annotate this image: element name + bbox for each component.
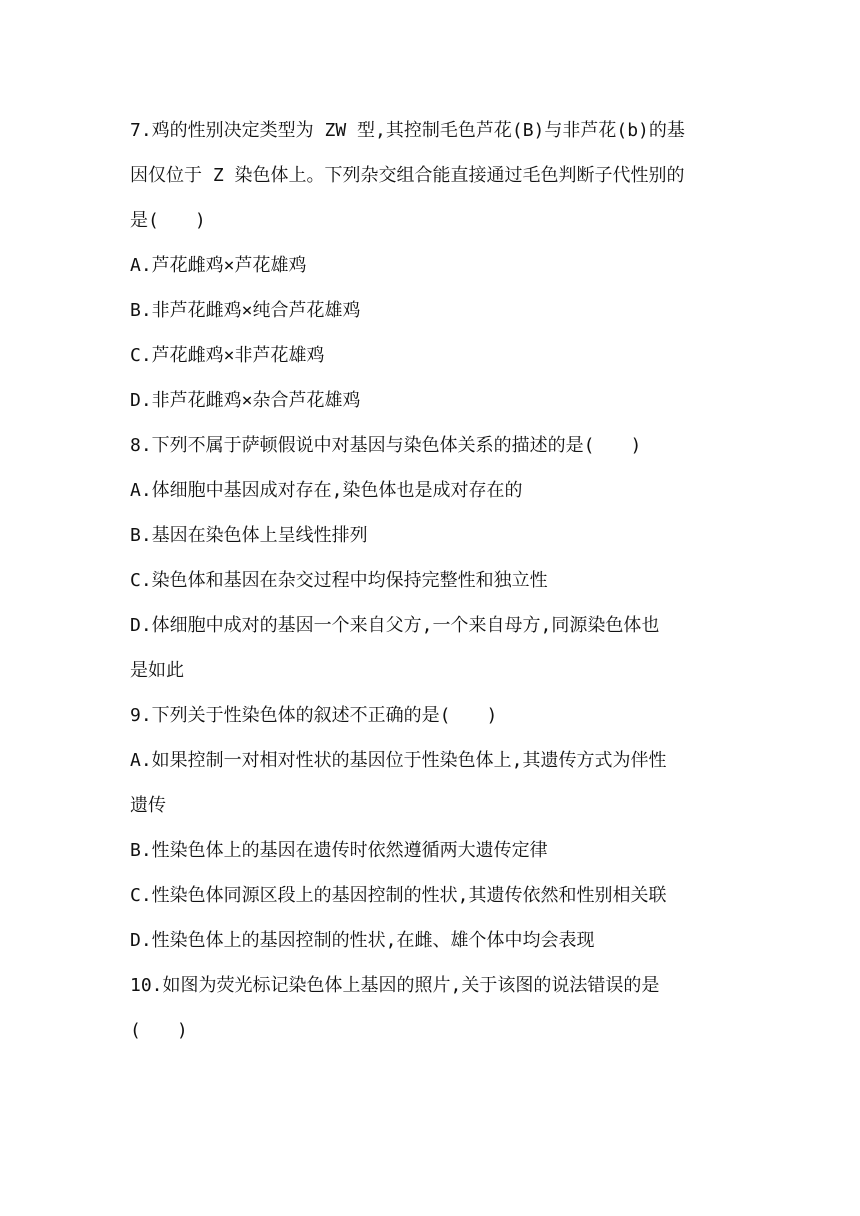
question-7-option-c: C.芦花雌鸡×非芦花雄鸡 xyxy=(130,345,325,366)
question-10 xyxy=(130,963,732,1053)
question-8-option-d-line-1: D.体细胞中成对的基因一个来自父方,一个来自母方,同源染色体也 xyxy=(130,615,660,636)
question-8 xyxy=(130,423,732,693)
question-7-option-a: A.芦花雌鸡×芦花雄鸡 xyxy=(130,255,307,276)
question-9-option-b: B.性染色体上的基因在遗传时依然遵循两大遗传定律 xyxy=(130,840,548,861)
question-7-stem-line-3: 是( ) xyxy=(130,210,206,231)
question-8-stem-line-1: 8.下列不属于萨顿假说中对基因与染色体关系的描述的是( ) xyxy=(130,435,642,456)
question-9 xyxy=(130,693,732,963)
question-8-option-c: C.染色体和基因在杂交过程中均保持完整性和独立性 xyxy=(130,570,548,591)
question-9-option-a-line-2: 遗传 xyxy=(130,795,166,816)
question-7 xyxy=(130,108,732,423)
question-7-stem-line-2: 因仅位于 Z 染色体上。下列杂交组合能直接通过毛色判断子代性别的 xyxy=(130,165,685,186)
question-8-option-a: A.体细胞中基因成对存在,染色体也是成对存在的 xyxy=(130,480,523,501)
question-9-option-d: D.性染色体上的基因控制的性状,在雌、雄个体中均会表现 xyxy=(130,930,595,951)
document-page xyxy=(130,108,732,1053)
question-7-option-d: D.非芦花雌鸡×杂合芦花雄鸡 xyxy=(130,390,361,411)
question-10-stem-line-2: ( ) xyxy=(130,1020,188,1041)
question-9-stem-line-1: 9.下列关于性染色体的叙述不正确的是( ) xyxy=(130,705,498,726)
question-9-option-c: C.性染色体同源区段上的基因控制的性状,其遗传依然和性别相关联 xyxy=(130,885,667,906)
question-7-stem-line-1: 7.鸡的性别决定类型为 ZW 型,其控制毛色芦花(B)与非芦花(b)的基 xyxy=(130,120,685,141)
question-8-option-d-line-2: 是如此 xyxy=(130,660,184,681)
question-7-option-b: B.非芦花雌鸡×纯合芦花雄鸡 xyxy=(130,300,361,321)
question-9-option-a-line-1: A.如果控制一对相对性状的基因位于性染色体上,其遗传方式为伴性 xyxy=(130,750,667,771)
question-8-option-b: B.基因在染色体上呈线性排列 xyxy=(130,525,368,546)
question-10-stem-line-1: 10.如图为荧光标记染色体上基因的照片,关于该图的说法错误的是 xyxy=(130,975,660,996)
